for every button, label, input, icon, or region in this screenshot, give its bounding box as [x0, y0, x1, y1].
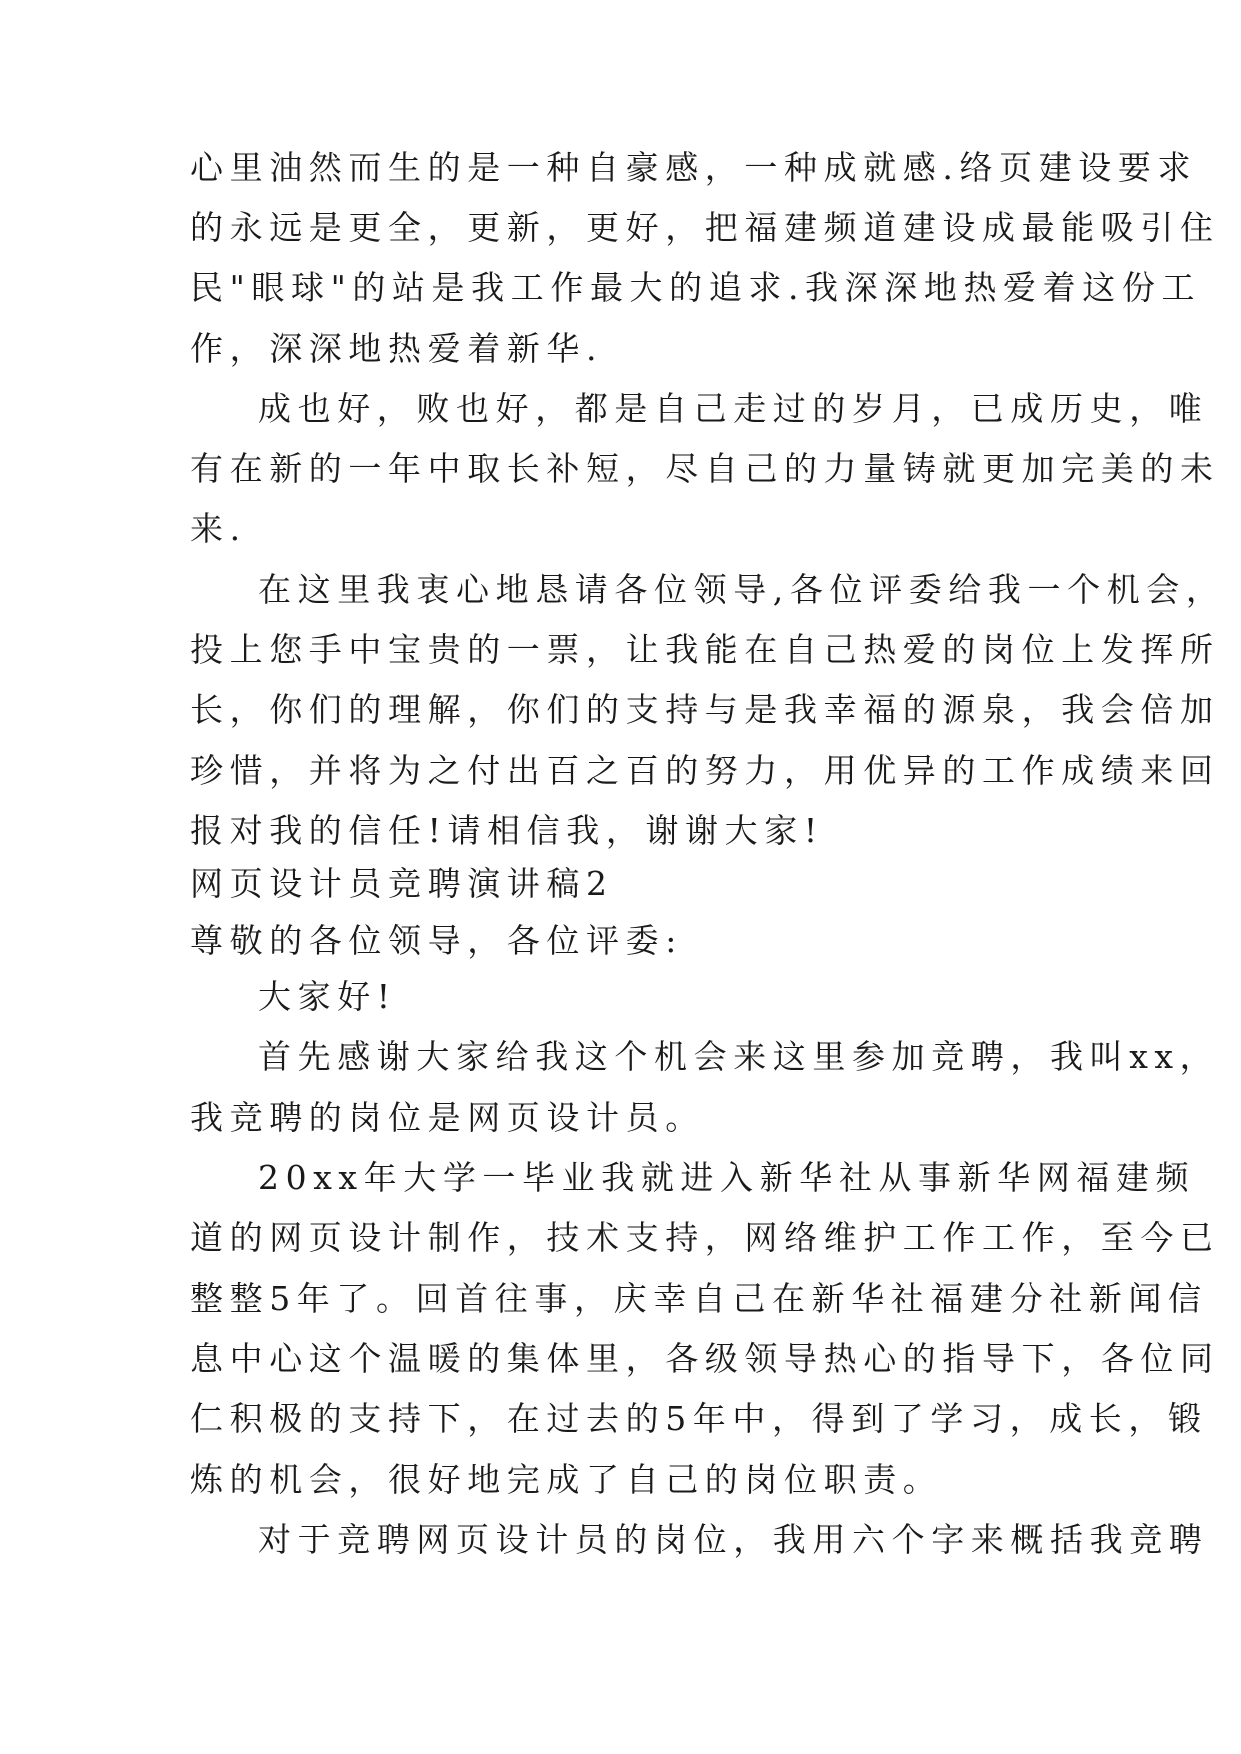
text-line: 成也好，败也好，都是自己走过的岁月，已成历史，唯: [258, 389, 1209, 428]
text-line: 对于竞聘网页设计员的岗位，我用六个字来概括我竞聘: [258, 1520, 1209, 1559]
text-line: 我竞聘的岗位是网页设计员。: [190, 1098, 705, 1137]
greeting: 大家好!: [258, 977, 397, 1016]
text-line: 有在新的一年中取长补短，尽自己的力量铸就更加完美的未: [190, 449, 1220, 488]
text-line: 息中心这个温暖的集体里，各级领导热心的指导下，各位同: [190, 1339, 1220, 1378]
text-line: 来.: [190, 509, 247, 548]
text-line: 仁积极的支持下，在过去的5年中，得到了学习，成长，锻: [190, 1399, 1208, 1438]
salutation: 尊敬的各位领导，各位评委:: [190, 921, 683, 960]
text-line: 在这里我衷心地恳请各位领导,各位评委给我一个机会，: [258, 570, 1226, 609]
text-line: 作，深深地热爱着新华.: [190, 329, 604, 368]
text-line: 道的网页设计制作，技术支持，网络维护工作工作，至今已: [190, 1218, 1220, 1257]
text-line: 心里油然而生的是一种自豪感，一种成就感.络页建设要求: [190, 148, 1198, 187]
text-line: 民"眼球"的站是我工作最大的追求.我深深地热爱着这份工: [190, 268, 1202, 307]
text-line: 的永远是更全，更新，更好，把福建频道建设成最能吸引住: [190, 208, 1220, 247]
text-line: 长，你们的理解，你们的支持与是我幸福的源泉，我会倍加: [190, 690, 1220, 729]
text-line: 20xx年大学一毕业我就进入新华社从事新华网福建频: [258, 1158, 1196, 1197]
text-line: 珍惜，并将为之付出百之百的努力，用优异的工作成绩来回: [190, 751, 1220, 790]
section-title: 网页设计员竞聘演讲稿2: [190, 864, 614, 903]
text-line: 炼的机会，很好地完成了自己的岗位职责。: [190, 1460, 943, 1499]
text-line: 投上您手中宝贵的一票，让我能在自己热爱的岗位上发挥所: [190, 630, 1220, 669]
text-line: 整整5年了。回首往事，庆幸自己在新华社福建分社新闻信: [190, 1279, 1208, 1318]
text-line: 报对我的信任!请相信我，谢谢大家!: [190, 811, 824, 850]
text-line: 首先感谢大家给我这个机会来这里参加竞聘，我叫xx，: [258, 1037, 1220, 1076]
